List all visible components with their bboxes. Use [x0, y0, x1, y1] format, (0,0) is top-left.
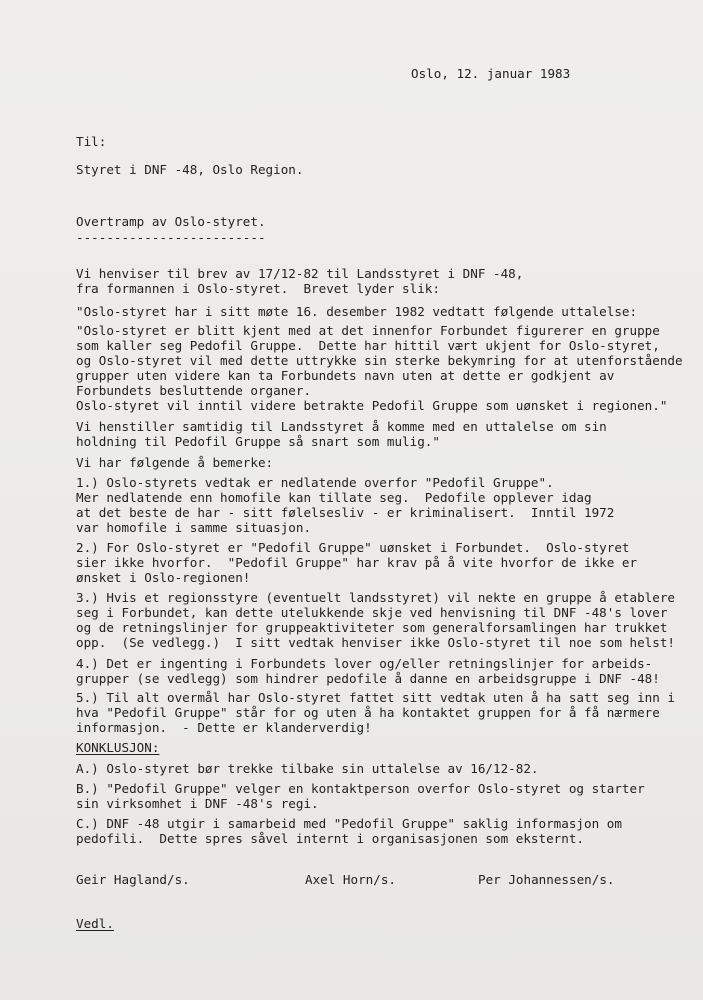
recipient: Styret i DNF -48, Oslo Region.	[76, 162, 304, 177]
signature-2: Axel Horn/s.	[305, 872, 396, 887]
remark-line: Mer nedlatende enn homofile kan tillate seg. Pedofile opplever idag	[76, 490, 592, 505]
conclusion-line: pedofili. Dette spres såvel internt i organisasjonen som eksternt.	[76, 831, 584, 846]
remarks-intro: Vi har følgende å bemerke:	[76, 455, 274, 470]
quote-line: som kaller seg Pedofil Gruppe. Dette har hittil vært ukjent for Oslo-styret,	[76, 338, 660, 353]
remark-line: grupper (se vedlegg) som hindrer pedofile å danne en arbeidsgruppe i DNF -48!	[76, 671, 660, 686]
conclusion-line: A.) Oslo-styret bør trekke tilbake sin uttalelse av 16/12-82.	[76, 761, 539, 776]
remark-line: og de retningslinjer for gruppeaktiviteter som generalforsamlingen har trukket	[76, 620, 668, 635]
conclusion-line: C.) DNF -48 utgir i samarbeid med "Pedofil Gruppe" saklig informasjon om	[76, 816, 622, 831]
to-label: Til:	[76, 134, 107, 149]
letter-date: Oslo, 12. januar 1983	[411, 66, 571, 81]
quote-line: og Oslo-styret vil med dette uttrykke sin sterke bekymring for at utenforstående	[76, 353, 683, 368]
conclusion-line: B.) "Pedofil Gruppe" velger en kontaktperson overfor Oslo-styret og starter	[76, 781, 645, 796]
remark-line: at det beste de har - sitt følelsesliv - er kriminalisert. Inntil 1972	[76, 505, 615, 520]
signature-3: Per Johannessen/s.	[478, 872, 615, 887]
conclusion-heading: KONKLUSJON:	[76, 740, 160, 755]
intro-line: fra formannen i Oslo-styret. Brevet lyder slik:	[76, 281, 440, 296]
subject-heading: Overtramp av Oslo-styret.	[76, 214, 266, 229]
subject-underline: -------------------------	[76, 230, 266, 245]
remark-line: informasjon. - Dette er klanderverdig!	[76, 720, 372, 735]
remark-line: 3.) Hvis et regionsstyre (eventuelt landsstyret) vil nekte en gruppe å etablere	[76, 590, 675, 605]
remark-line: hva "Pedofil Gruppe" står for og uten å ha kontaktet gruppen for å få nærmere	[76, 705, 660, 720]
conclusion-line: sin virksomhet i DNF -48's regi.	[76, 796, 319, 811]
quote-end-line: holdning til Pedofil Gruppe så snart som mulig."	[76, 434, 440, 449]
quote-line: "Oslo-styret er blitt kjent med at det innenfor Forbundet figurerer en gruppe	[76, 323, 660, 338]
enclosure-label: Vedl.	[76, 916, 114, 931]
intro-line: Vi henviser til brev av 17/12-82 til Landsstyret i DNF -48,	[76, 266, 524, 281]
quote-intro: "Oslo-styret har i sitt møte 16. desember 1982 vedtatt følgende uttalelse:	[76, 304, 638, 319]
remark-line: 2.) For Oslo-styret er "Pedofil Gruppe" uønsket i Forbundet. Oslo-styret	[76, 540, 630, 555]
quote-line: Oslo-styret vil inntil videre betrakte Pedofil Gruppe som uønsket i regionen."	[76, 398, 668, 413]
remark-line: 5.) Til alt overmål har Oslo-styret fattet sitt vedtak uten å ha satt seg inn i	[76, 690, 675, 705]
remark-line: ønsket i Oslo-regionen!	[76, 570, 251, 585]
quote-line: grupper uten videre kan ta Forbundets navn uten at dette er godkjent av	[76, 368, 615, 383]
remark-line: sier ikke hvorfor. "Pedofil Gruppe" har krav på å vite hvorfor de ikke er	[76, 555, 638, 570]
remark-line: 1.) Oslo-styrets vedtak er nedlatende overfor "Pedofil Gruppe".	[76, 475, 554, 490]
quote-end-line: Vi henstiller samtidig til Landsstyret å komme med en uttalelse om sin	[76, 419, 607, 434]
signature-1: Geir Hagland/s.	[76, 872, 190, 887]
remark-line: var homofile i samme situasjon.	[76, 520, 312, 535]
remark-line: 4.) Det er ingenting i Forbundets lover og/eller retningslinjer for arbeids-	[76, 656, 653, 671]
quote-line: Forbundets besluttende organer.	[76, 383, 312, 398]
remark-line: seg i Forbundet, kan dette utelukkende skje ved henvisning til DNF -48's lover	[76, 605, 668, 620]
remark-line: opp. (Se vedlegg.) I sitt vedtak henviser ikke Oslo-styret til noe som helst!	[76, 635, 675, 650]
